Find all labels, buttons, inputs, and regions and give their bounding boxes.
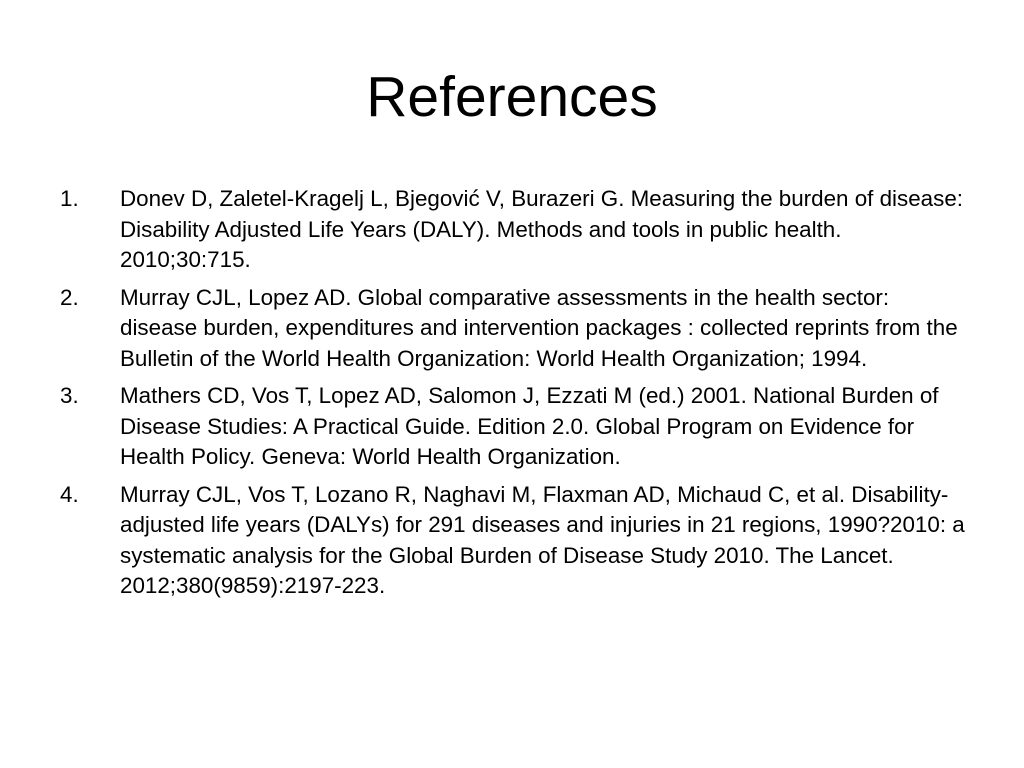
reference-number: 2. [60, 284, 79, 310]
reference-item [60, 480, 970, 602]
slide-title: References [366, 65, 658, 129]
reference-number: 4. [60, 481, 79, 507]
reference-text: Donev D, Zaletel-Kragelj L, Bjegović V, Burazeri G. Measuring the burden of disease: Disability Adjusted Life Years (DALY). Methods and tools in public health. 2010;30:715. [120, 186, 963, 272]
reference-text: Mathers CD, Vos T, Lopez AD, Salomon J, Ezzati M (ed.) 2001. National Burden of Disease Studies: A Practical Guide. Edition 2.0. Global Program on Evidence for Health Policy. Geneva: World Health Organization. [120, 383, 939, 469]
reference-list [60, 184, 970, 609]
reference-number: 3. [60, 383, 79, 408]
reference-item [60, 381, 970, 473]
reference-text: Murray CJL, Lopez AD. Global comparative assessments in the health sector: disease burden, expenditures and intervention packages : collected reprints from the Bulletin of the World Health Organization: World Health Organization; 1994. [120, 284, 958, 371]
reference-item [60, 283, 970, 375]
reference-item [60, 184, 970, 276]
reference-number: 1. [60, 186, 79, 211]
reference-text: Murray CJL, Vos T, Lozano R, Naghavi M, Flaxman AD, Michaud C, et al. Disability-adjusted life years (DALYs) for 291 diseases and injuries in 21 regions, 1990?2010: a systematic analysis for the Global Burden of Disease Study 2010. The Lancet. 2012;380(9859):2197-223. [120, 481, 965, 598]
